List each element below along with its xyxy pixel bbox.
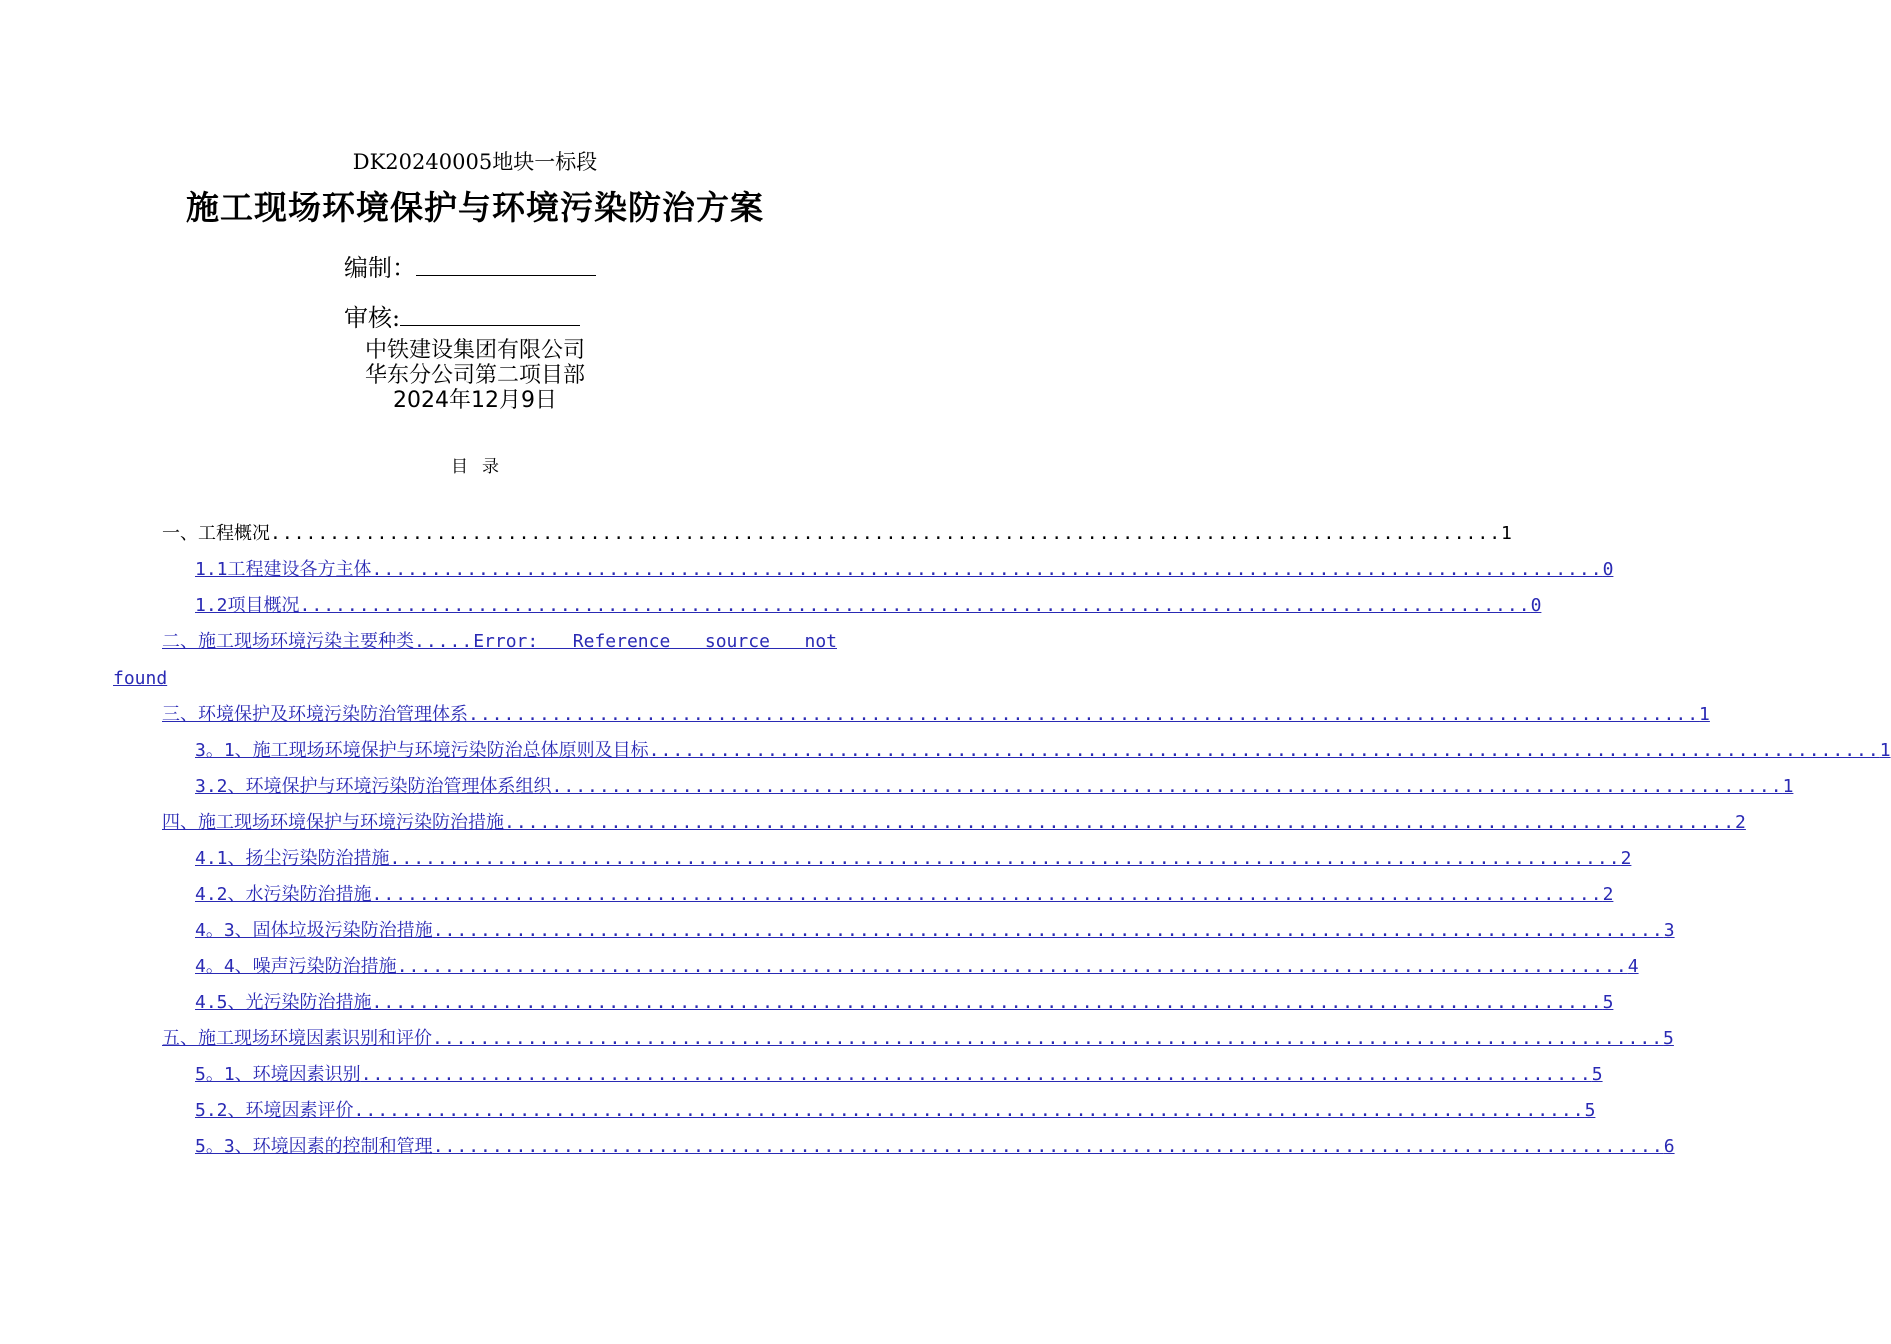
toc-leader-dots: ........................................................................................................ [504, 812, 1736, 833]
toc-item[interactable] [195, 1134, 1675, 1160]
toc-item[interactable] [195, 1098, 1596, 1124]
toc-item-page: 5 [1602, 992, 1614, 1013]
toc-item[interactable] [195, 990, 1614, 1016]
toc-item[interactable] [195, 557, 1614, 583]
document-title: 施工现场环境保护与环境污染防治方案 [186, 188, 764, 227]
toc-item[interactable] [195, 1062, 1603, 1088]
toc-leader-dots: ........................................................................................................ [396, 956, 1628, 977]
toc-item[interactable] [195, 918, 1675, 944]
toc-item-text: 四、施工现场环境保护与环境污染防治措施 [162, 812, 504, 833]
compiled-by-line [344, 248, 596, 283]
toc-item-text: 五、施工现场环境因素识别和评价 [162, 1028, 432, 1049]
toc-leader-dots: ........................................................................................................ [648, 740, 1880, 761]
toc-item-page: 2 [1602, 884, 1614, 905]
reviewed-by-line [344, 298, 580, 333]
reviewed-by-label: 审核: [344, 304, 401, 332]
reviewed-by-blank [400, 301, 580, 326]
project-subtitle: DK20240005地块一标段 [352, 150, 598, 174]
toc-item-page: 5 [1584, 1100, 1596, 1121]
toc-leader-dots: ........................................................................................................ [371, 559, 1603, 580]
toc-leader-dots: ........................................................................................................ [299, 595, 1531, 616]
toc-leader-dots: ........................................................................................................ [432, 1136, 1664, 1157]
toc-item[interactable] [162, 521, 1512, 547]
toc-item-page: 1 [1782, 776, 1794, 797]
toc-item-page: 1 [1699, 704, 1710, 725]
company-division: 华东分公司第二项目部 [364, 363, 585, 388]
document-date: 2024年12月9日 [393, 388, 557, 413]
compiled-by-label: 编制： [344, 254, 416, 282]
toc-item-text: 5。3、环境因素的控制和管理 [195, 1136, 433, 1157]
toc-leader-dots: ........................................................................................................ [353, 1100, 1585, 1121]
toc-item[interactable] [162, 702, 1710, 728]
toc-leader-dots: ........................................................................................................ [270, 523, 1502, 544]
toc-leader-dots: ........................................................................................................ [551, 776, 1783, 797]
toc-leader-dots: ........................................................................................................ [432, 1028, 1664, 1049]
toc-item-text: 4.1、扬尘污染防治措施 [195, 848, 390, 869]
toc-item-text: 4。3、固体垃圾污染防治措施 [195, 920, 433, 941]
toc-item[interactable] [195, 882, 1614, 908]
toc-heading: 目录 [451, 457, 513, 477]
toc-item[interactable] [195, 738, 1891, 764]
toc-item-text: 5。1、环境因素识别 [195, 1064, 361, 1085]
toc-leader-dots: ........................................................................................................ [360, 1064, 1592, 1085]
toc-leader-dots: ........................................................................................................ [371, 884, 1603, 905]
compiled-by-blank [416, 251, 596, 276]
toc-item[interactable] [162, 1026, 1674, 1052]
toc-item-page: 5 [1663, 1028, 1674, 1049]
toc-leader-dots: ........................................................................................................ [468, 704, 1700, 725]
toc-leader-dots: ........................................................................................................ [432, 920, 1664, 941]
toc-item-text: 1.1工程建设各方主体 [195, 559, 372, 580]
toc-item-page: 0 [1530, 595, 1542, 616]
toc-item-page: 2 [1735, 812, 1746, 833]
toc-item-text: 二、施工现场环境污染主要种类 [162, 631, 414, 652]
toc-item-page: 2 [1620, 848, 1632, 869]
toc-item-page: 3 [1663, 920, 1675, 941]
toc-leader-dots: ..... [414, 631, 474, 652]
toc-item-page: 1 [1501, 523, 1512, 544]
toc-item[interactable] [162, 629, 837, 655]
toc-leader-dots: ........................................................................................................ [389, 848, 1621, 869]
toc-item-page: 4 [1627, 956, 1639, 977]
toc-error-continuation[interactable]: found [113, 668, 168, 689]
toc-item-page: 1 [1879, 740, 1891, 761]
toc-item-text: 4.5、光污染防治措施 [195, 992, 372, 1013]
toc-item-text: 4。4、噪声污染防治措施 [195, 956, 397, 977]
toc-item[interactable] [162, 810, 1746, 836]
toc-error-text: Error: Reference source not [473, 631, 837, 652]
toc-item[interactable] [195, 954, 1639, 980]
toc-item[interactable] [195, 846, 1632, 872]
toc-item-text: 5.2、环境因素评价 [195, 1100, 354, 1121]
toc-leader-dots: ........................................................................................................ [371, 992, 1603, 1013]
toc-item-text: 3。1、施工现场环境保护与环境污染防治总体原则及目标 [195, 740, 649, 761]
toc-item[interactable] [195, 593, 1542, 619]
toc-item-text: 4.2、水污染防治措施 [195, 884, 372, 905]
toc-item-text: 一、工程概况 [162, 523, 270, 544]
toc-item-page: 0 [1602, 559, 1614, 580]
company-name: 中铁建设集团有限公司 [364, 338, 585, 363]
toc-item-text: 1.2项目概况 [195, 595, 300, 616]
toc-item[interactable] [195, 774, 1794, 800]
toc-item-text: 三、环境保护及环境污染防治管理体系 [162, 704, 468, 725]
toc-item-page: 6 [1663, 1136, 1675, 1157]
toc-item-text: 3.2、环境保护与环境污染防治管理体系组织 [195, 776, 552, 797]
toc-item-page: 5 [1591, 1064, 1603, 1085]
